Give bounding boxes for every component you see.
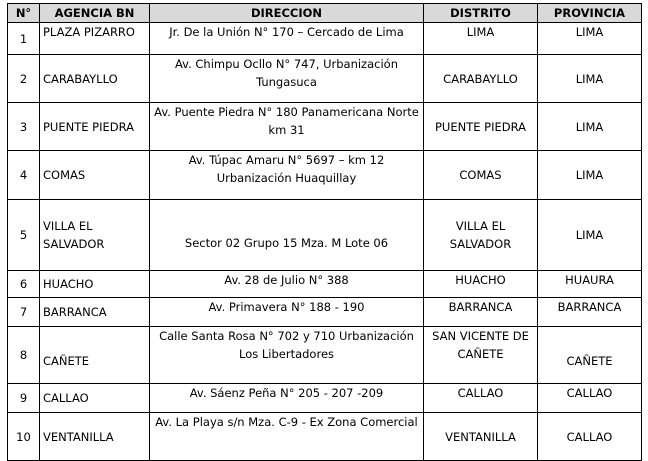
row-number: 5 bbox=[8, 200, 40, 271]
distrito-cell: PUENTE PIEDRA bbox=[424, 103, 538, 151]
direccion-cell: Av. La Playa s/n Mza. C-9 - Ex Zona Comercial bbox=[150, 413, 424, 461]
provincia-cell: LIMA bbox=[538, 151, 642, 200]
provincia-cell: CALLAO bbox=[538, 384, 642, 413]
direccion-cell: Av. Chimpu Ocllo N° 747, Urbanización Tungasuca bbox=[150, 55, 424, 103]
row-number: 8 bbox=[8, 327, 40, 384]
row-number: 2 bbox=[8, 55, 40, 103]
distrito-cell: BARRANCA bbox=[424, 298, 538, 327]
agencias-table bbox=[7, 3, 642, 461]
header-n: N° bbox=[8, 4, 40, 23]
table-row bbox=[8, 271, 642, 298]
direccion-cell: Calle Santa Rosa N° 702 y 710 Urbanización Los Libertadores bbox=[150, 327, 424, 384]
distrito-cell: HUACHO bbox=[424, 271, 538, 298]
table-row bbox=[8, 200, 642, 271]
agencia-cell: VILLA EL SALVADOR bbox=[40, 200, 150, 271]
header-row bbox=[8, 4, 642, 23]
row-number: 9 bbox=[8, 384, 40, 413]
distrito-cell: CALLAO bbox=[424, 384, 538, 413]
direccion-cell: Av. Primavera N° 188 - 190 bbox=[150, 298, 424, 327]
row-number: 1 bbox=[8, 23, 40, 55]
table-row bbox=[8, 413, 642, 461]
agencia-cell: CALLAO bbox=[40, 384, 150, 413]
row-number: 6 bbox=[8, 271, 40, 298]
table-row bbox=[8, 103, 642, 151]
agencia-cell: HUACHO bbox=[40, 271, 150, 298]
row-number: 7 bbox=[8, 298, 40, 327]
agencia-cell: BARRANCA bbox=[40, 298, 150, 327]
agencia-cell: COMAS bbox=[40, 151, 150, 200]
distrito-cell: SAN VICENTE DE CAÑETE bbox=[424, 327, 538, 384]
header-direccion: DIRECCION bbox=[150, 4, 424, 23]
table-row bbox=[8, 327, 642, 384]
direccion-cell: Av. 28 de Julio N° 388 bbox=[150, 271, 424, 298]
distrito-cell: CARABAYLLO bbox=[424, 55, 538, 103]
distrito-cell: LIMA bbox=[424, 23, 538, 55]
header-provincia: PROVINCIA bbox=[538, 4, 642, 23]
direccion-cell: Av. Puente Piedra N° 180 Panamericana Norte km 31 bbox=[150, 103, 424, 151]
direccion-cell: Av. Túpac Amaru N° 5697 – km 12 Urbanización Huaquillay bbox=[150, 151, 424, 200]
provincia-cell: CAÑETE bbox=[538, 327, 642, 384]
direccion-cell: Sector 02 Grupo 15 Mza. M Lote 06 bbox=[150, 200, 424, 271]
table-row bbox=[8, 384, 642, 413]
table-row bbox=[8, 55, 642, 103]
header-distrito: DISTRITO bbox=[424, 4, 538, 23]
distrito-cell: VILLA EL SALVADOR bbox=[424, 200, 538, 271]
agencia-cell: VENTANILLA bbox=[40, 413, 150, 461]
agencia-cell: CAÑETE bbox=[40, 327, 150, 384]
table-row bbox=[8, 23, 642, 55]
table-row bbox=[8, 151, 642, 200]
distrito-cell: VENTANILLA bbox=[424, 413, 538, 461]
provincia-cell: BARRANCA bbox=[538, 298, 642, 327]
agencia-cell: PUENTE PIEDRA bbox=[40, 103, 150, 151]
row-number: 3 bbox=[8, 103, 40, 151]
provincia-cell: LIMA bbox=[538, 23, 642, 55]
agencia-cell: CARABAYLLO bbox=[40, 55, 150, 103]
provincia-cell: LIMA bbox=[538, 103, 642, 151]
agencia-cell: PLAZA PIZARRO bbox=[40, 23, 150, 55]
header-agencia: AGENCIA BN bbox=[40, 4, 150, 23]
provincia-cell: LIMA bbox=[538, 200, 642, 271]
table-row bbox=[8, 298, 642, 327]
provincia-cell: HUAURA bbox=[538, 271, 642, 298]
direccion-cell: Jr. De la Unión N° 170 – Cercado de Lima bbox=[150, 23, 424, 55]
provincia-cell: LIMA bbox=[538, 55, 642, 103]
provincia-cell: CALLAO bbox=[538, 413, 642, 461]
direccion-cell: Av. Sáenz Peña N° 205 - 207 -209 bbox=[150, 384, 424, 413]
row-number: 10 bbox=[8, 413, 40, 461]
distrito-cell: COMAS bbox=[424, 151, 538, 200]
row-number: 4 bbox=[8, 151, 40, 200]
